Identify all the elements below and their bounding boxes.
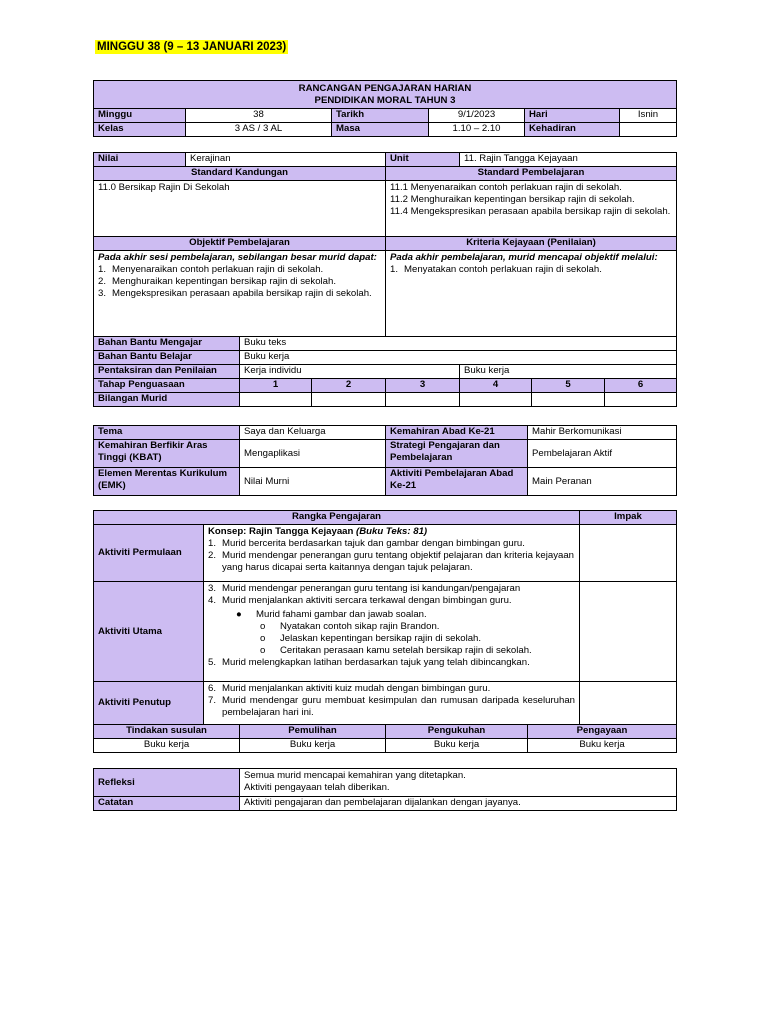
penutup-content bbox=[204, 682, 580, 725]
strategi-label: Strategi Pengajaran dan Pembelajaran bbox=[386, 440, 528, 468]
item-number: 2. bbox=[98, 276, 107, 287]
permulaan-content bbox=[204, 525, 580, 582]
utama-label: Aktiviti Utama bbox=[94, 582, 204, 682]
list-item bbox=[208, 695, 575, 719]
kelas-label: Kelas bbox=[94, 123, 186, 137]
tindakan-susulan-value: Buku kerja bbox=[94, 739, 240, 753]
tahap-level: 4 bbox=[460, 379, 532, 393]
bbb-label: Bahan Bantu Belajar bbox=[94, 351, 240, 365]
kriteria-intro: Pada akhir pembelajaran, murid mencapai objektif melalui: bbox=[390, 252, 658, 263]
list-item bbox=[208, 583, 575, 595]
item-text: Murid menjalankan aktiviti kuiz mudah dengan bimbingan guru. bbox=[222, 683, 491, 694]
hari-label: Hari bbox=[525, 109, 620, 123]
abad-label: Kemahiran Abad Ke-21 bbox=[386, 426, 528, 440]
item-text: Jelaskan kepentingan bersikap rajin di sekolah. bbox=[280, 633, 482, 644]
refleksi-line: Aktiviti pengayaan telah diberikan. bbox=[244, 782, 390, 793]
impak-cell bbox=[580, 682, 677, 725]
list-item bbox=[208, 683, 575, 695]
emk-label: Elemen Merentas Kurikulum (EMK) bbox=[94, 468, 240, 496]
item-number: 3. bbox=[208, 583, 217, 594]
reflection-table bbox=[93, 768, 677, 811]
item-number: 5. bbox=[208, 657, 217, 668]
plan-title-line2: PENDIDIKAN MORAL TAHUN 3 bbox=[314, 95, 456, 106]
item-text: Nyatakan contoh sikap rajin Brandon. bbox=[280, 621, 440, 632]
aktiviti-abad-value: Main Peranan bbox=[528, 468, 677, 496]
item-number: 1. bbox=[98, 264, 107, 275]
item-number: 3. bbox=[98, 288, 107, 299]
sub-item bbox=[260, 633, 575, 645]
kehadiran-label: Kehadiran bbox=[525, 123, 620, 137]
nilai-value: Kerajinan bbox=[186, 153, 386, 167]
unit-label: Unit bbox=[386, 153, 460, 167]
item-number: 1. bbox=[390, 264, 399, 275]
sub-item bbox=[260, 645, 575, 657]
plan-title bbox=[94, 81, 677, 109]
masa-label: Masa bbox=[332, 123, 429, 137]
item-number: 6. bbox=[208, 683, 217, 694]
framework-table bbox=[93, 510, 677, 753]
tahap-level: 1 bbox=[240, 379, 312, 393]
tema-value: Saya dan Keluarga bbox=[240, 426, 386, 440]
item-text: Murid mendengar guru membuat kesimpulan dan rumusan daripada keseluruhan pembelajaran hari ini. bbox=[222, 695, 575, 718]
tahap-level: 2 bbox=[312, 379, 386, 393]
bilangan-murid-cell bbox=[240, 393, 312, 407]
item-text: Murid bercerita berdasarkan tajuk dan gambar dengan bimbingan guru. bbox=[222, 538, 525, 549]
item-number: 4. bbox=[208, 595, 217, 606]
bilangan-murid-cell bbox=[460, 393, 532, 407]
bbm-value: Buku teks bbox=[240, 337, 677, 351]
abad-value: Mahir Berkomunikasi bbox=[528, 426, 677, 440]
refleksi-label: Refleksi bbox=[94, 769, 240, 797]
standard-pembelajaran-list bbox=[386, 181, 677, 237]
objektif-intro: Pada akhir sesi pembelajaran, sebilangan besar murid dapat: bbox=[98, 252, 377, 263]
bbm-label: Bahan Bantu Mengajar bbox=[94, 337, 240, 351]
pemulihan-header: Pemulihan bbox=[240, 725, 386, 739]
bullet-icon: ● bbox=[236, 609, 242, 620]
konsep-line bbox=[208, 526, 575, 538]
unit-value: 11. Rajin Tangga Kejayaan bbox=[460, 153, 677, 167]
list-item bbox=[98, 288, 381, 300]
impak-header: Impak bbox=[580, 511, 677, 525]
plan-table bbox=[93, 152, 677, 407]
objektif-cell bbox=[94, 251, 386, 337]
item-text: Mengekspresikan perasaan apabila bersikap rajin di sekolah. bbox=[112, 288, 372, 299]
week-title: MINGGU 38 (9 – 13 JANUARI 2023) bbox=[97, 41, 287, 53]
list-item bbox=[390, 264, 672, 276]
impak-cell bbox=[580, 525, 677, 582]
objektif-header: Objektif Pembelajaran bbox=[94, 237, 386, 251]
list-item bbox=[208, 657, 575, 669]
tarikh-value: 9/1/2023 bbox=[429, 109, 525, 123]
kbat-value: Mengaplikasi bbox=[240, 440, 386, 468]
item-text: Murid menjalankan aktiviti sercara terkawal dengan bimbingan guru. bbox=[222, 595, 512, 606]
rangka-header: Rangka Pengajaran bbox=[94, 511, 580, 525]
impak-cell bbox=[580, 582, 677, 682]
sp-item: 11.2 Menghuraikan kepentingan bersikap rajin di sekolah. bbox=[390, 194, 635, 205]
pengukuhan-value: Buku kerja bbox=[386, 739, 528, 753]
aktiviti-abad-label: Aktiviti Pembelajaran Abad Ke-21 bbox=[386, 468, 528, 496]
list-item bbox=[208, 595, 575, 607]
tahap-level: 6 bbox=[605, 379, 677, 393]
bilangan-murid-cell bbox=[532, 393, 605, 407]
header-table bbox=[93, 80, 677, 137]
standard-kandungan-header: Standard Kandungan bbox=[94, 167, 386, 181]
standard-pembelajaran-header: Standard Pembelajaran bbox=[386, 167, 677, 181]
circle-bullet-icon: o bbox=[260, 645, 266, 656]
skills-table bbox=[93, 425, 677, 496]
pentaksiran-label: Pentaksiran dan Penilaian bbox=[94, 365, 240, 379]
item-text: Menyatakan contoh perlakuan rajin di sekolah. bbox=[404, 264, 602, 275]
bilangan-murid-cell bbox=[605, 393, 677, 407]
kriteria-cell bbox=[386, 251, 677, 337]
penutup-label: Aktiviti Penutup bbox=[94, 682, 204, 725]
kelas-value: 3 AS / 3 AL bbox=[186, 123, 332, 137]
item-text: Menyenaraikan contoh perlakuan rajin di sekolah. bbox=[112, 264, 324, 275]
bilangan-murid-cell bbox=[386, 393, 460, 407]
circle-bullet-icon: o bbox=[260, 633, 266, 644]
bbb-value: Buku kerja bbox=[240, 351, 677, 365]
pengayaan-header: Pengayaan bbox=[528, 725, 677, 739]
kbat-label: Kemahiran Berfikir Aras Tinggi (KBAT) bbox=[94, 440, 240, 468]
strategi-value: Pembelajaran Aktif bbox=[528, 440, 677, 468]
tahap-penguasaan-label: Tahap Penguasaan bbox=[94, 379, 240, 393]
item-number: 7. bbox=[208, 695, 217, 706]
bullet-item bbox=[236, 609, 575, 621]
catatan-value: Aktiviti pengajaran dan pembelajaran dijalankan dengan jayanya. bbox=[240, 797, 677, 811]
item-text: Murid mendengar penerangan guru tentang objektif pelajaran dan kriteria kejayaan yang harus dicapai serta kaitannya dengan tajuk pelajaran. bbox=[222, 550, 575, 573]
tindakan-susulan-header: Tindakan susulan bbox=[94, 725, 240, 739]
item-text: Murid melengkapkan latihan berdasarkan tajuk yang telah dibincangkan. bbox=[222, 657, 530, 668]
hari-value: Isnin bbox=[620, 109, 677, 123]
tahap-level: 3 bbox=[386, 379, 460, 393]
masa-value: 1.10 – 2.10 bbox=[429, 123, 525, 137]
pemulihan-value: Buku kerja bbox=[240, 739, 386, 753]
tahap-level: 5 bbox=[532, 379, 605, 393]
tema-label: Tema bbox=[94, 426, 240, 440]
item-text: Ceritakan perasaan kamu setelah bersikap rajin di sekolah. bbox=[280, 645, 532, 656]
utama-content bbox=[204, 582, 580, 682]
minggu-value: 38 bbox=[186, 109, 332, 123]
minggu-label: Minggu bbox=[94, 109, 186, 123]
pentaksiran-value-1: Kerja individu bbox=[240, 365, 460, 379]
bilangan-murid-label: Bilangan Murid bbox=[94, 393, 240, 407]
item-number: 2. bbox=[208, 550, 217, 561]
refleksi-value bbox=[240, 769, 677, 797]
kehadiran-value bbox=[620, 123, 677, 137]
konsep-text: Konsep: Rajin Tangga Kejayaan bbox=[208, 526, 357, 537]
sp-item: 11.1 Menyenaraikan contoh perlakuan rajin di sekolah. bbox=[390, 182, 622, 193]
item-text: Murid fahami gambar dan jawab soalan. bbox=[256, 609, 427, 620]
item-text: Menghuraikan kepentingan bersikap rajin di sekolah. bbox=[112, 276, 336, 287]
kriteria-header: Kriteria Kejayaan (Penilaian) bbox=[386, 237, 677, 251]
circle-bullet-icon: o bbox=[260, 621, 266, 632]
emk-value: Nilai Murni bbox=[240, 468, 386, 496]
item-number: 1. bbox=[208, 538, 217, 549]
item-text: Murid mendengar penerangan guru tentang isi kandungan/pengajaran bbox=[222, 583, 521, 594]
standard-kandungan-value: 11.0 Bersikap Rajin Di Sekolah bbox=[94, 181, 386, 237]
sub-item bbox=[260, 621, 575, 633]
pengukuhan-header: Pengukuhan bbox=[386, 725, 528, 739]
konsep-ref: (Buku Teks: 81) bbox=[356, 526, 428, 537]
permulaan-label: Aktiviti Permulaan bbox=[94, 525, 204, 582]
pentaksiran-value-2: Buku kerja bbox=[460, 365, 677, 379]
list-item bbox=[208, 550, 575, 574]
list-item bbox=[208, 538, 575, 550]
pengayaan-value: Buku kerja bbox=[528, 739, 677, 753]
list-item bbox=[98, 264, 381, 276]
refleksi-line: Semua murid mencapai kemahiran yang ditetapkan. bbox=[244, 770, 466, 781]
tarikh-label: Tarikh bbox=[332, 109, 429, 123]
sp-item: 11.4 Mengekspresikan perasaan apabila bersikap rajin di sekolah. bbox=[390, 206, 671, 217]
nilai-label: Nilai bbox=[94, 153, 186, 167]
plan-title-line1: RANCANGAN PENGAJARAN HARIAN bbox=[298, 83, 472, 94]
list-item bbox=[98, 276, 381, 288]
bilangan-murid-cell bbox=[312, 393, 386, 407]
catatan-label: Catatan bbox=[94, 797, 240, 811]
